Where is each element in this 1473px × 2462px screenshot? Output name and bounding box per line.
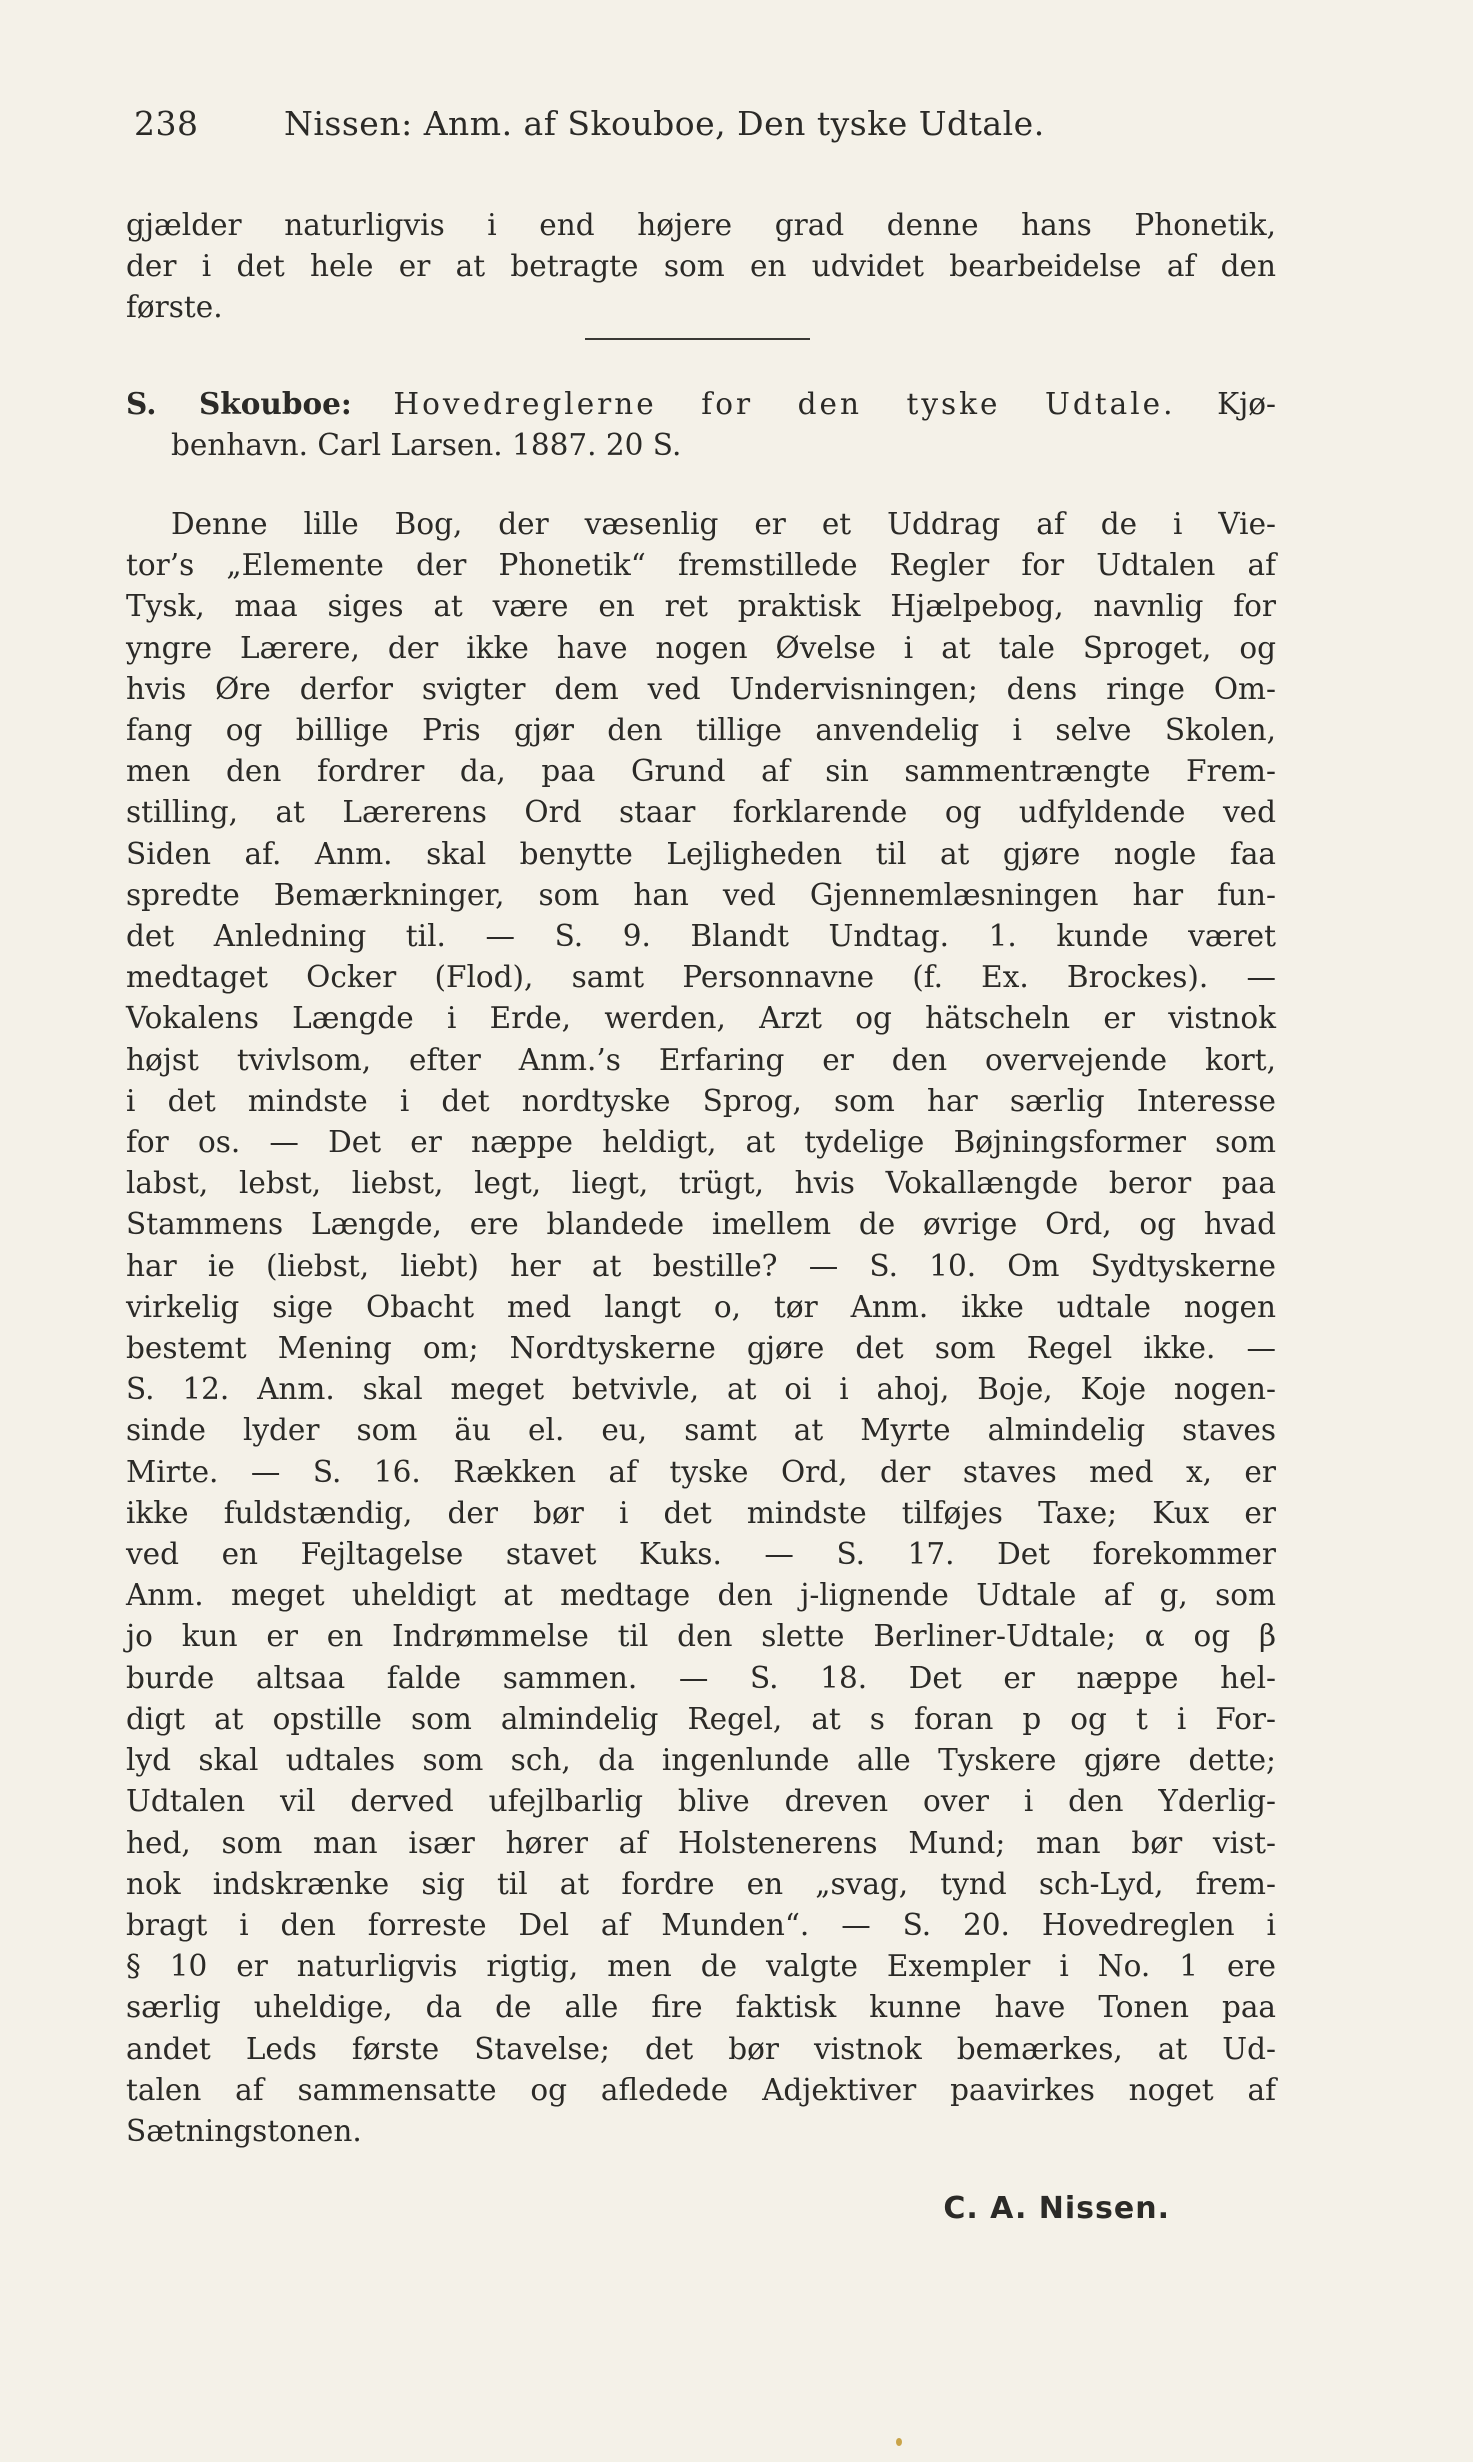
page-number: 238: [134, 104, 199, 143]
text-line: spredte Bemærkninger, som han ved Gjennemlæsningen har fun-: [126, 877, 1276, 912]
text-line: fang og billige Pris gjør den tillige anvendelig i selve Skolen,: [126, 713, 1276, 748]
text-line: Stammens Længde, ere blandede imellem de øvrige Ord, og hvad: [126, 1207, 1276, 1242]
text-line: virkelig sige Obacht med langt o, tør Anm. ikke udtale nogen: [126, 1289, 1276, 1324]
text-line: digt at opstille som almindelig Regel, at s foran p og t i For-: [126, 1701, 1276, 1736]
text-line: Anm. meget uheldigt at medtage den j-lignende Udtale af g, som: [126, 1578, 1276, 1613]
text-line: Tysk, maa siges at være en ret praktisk Hjælpebog, navnlig for: [126, 589, 1276, 624]
review-title: Hovedreglerne for den tyske Udtale.: [393, 387, 1176, 421]
text-line: Mirte. — S. 16. Rækken af tyske Ord, der staves med x, er: [126, 1454, 1276, 1489]
section-divider: [585, 338, 810, 340]
text-line: Sætningstonen.: [126, 2113, 362, 2148]
text-line: for os. — Det er næppe heldigt, at tydelige Bøjningsformer som: [126, 1125, 1276, 1160]
text-line: ved en Fejltagelse stavet Kuks. — S. 17. Det forekommer: [126, 1537, 1276, 1572]
text-line: har ie (liebst, liebt) her at bestille? — S. 10. Om Sydtyskerne: [126, 1248, 1276, 1283]
text-line: hvis Øre derfor svigter dem ved Undervisningen; dens ringe Om-: [126, 671, 1276, 706]
text-line: højst tvivlsom, efter Anm.’s Erfaring er den overvejende kort,: [126, 1042, 1276, 1077]
text-line: § 10 er naturligvis rigtig, men de valgte Exempler i No. 1 ere: [126, 1949, 1276, 1984]
review-place-part: Kjø-: [1217, 387, 1276, 421]
review-heading-line: [126, 383, 1276, 425]
text-line: jo kun er en Indrømmelse til den slette Berliner-Udtale; α og β: [126, 1619, 1276, 1654]
text-line: Denne lille Bog, der væsenlig er et Uddrag af de i Vie-: [171, 507, 1276, 541]
text-line: nok indskrænke sig til at fordre en „svag, tynd sch-Lyd, frem-: [126, 1866, 1276, 1901]
text-line: lyd skal udtales som sch, da ingenlunde alle Tyskere gjøre dette;: [126, 1743, 1276, 1778]
text-line: talen af sammensatte og afledede Adjektiver paavirkes noget af: [126, 2072, 1276, 2107]
text-line: der i det hele er at betragte som en udvidet bearbeidelse af den: [126, 249, 1276, 284]
review-author: S. Skouboe:: [126, 386, 352, 421]
text-line: i det mindste i det nordtyske Sprog, som har særlig Interesse: [126, 1083, 1276, 1118]
text-line: bestemt Mening om; Nordtyskerne gjøre det som Regel ikke. —: [126, 1331, 1276, 1366]
text-line: tor’s „Elemente der Phonetik“ fremstillede Regler for Udtalen af: [126, 548, 1276, 583]
text-line: andet Leds første Stavelse; det bør vistnok bemærkes, at Ud-: [126, 2031, 1276, 2066]
running-title: Nissen: Anm. af Skouboe, Den tyske Udtale.: [284, 104, 1045, 143]
text-line: burde altsaa falde sammen. — S. 18. Det er næppe hel-: [126, 1660, 1276, 1695]
text-line: yngre Lærere, der ikke have nogen Øvelse i at tale Sproget, og: [126, 630, 1276, 665]
text-line: Vokalens Længde i Erde, werden, Arzt og hätscheln er vistnok: [126, 1001, 1276, 1036]
text-line: ikke fuldstændig, der bør i det mindste tilføjes Taxe; Kux er: [126, 1495, 1276, 1530]
text-line: første.: [126, 290, 223, 325]
text-line: hed, som man især hører af Holstenerens Mund; man bør vist-: [126, 1825, 1276, 1860]
text-line: stilling, at Lærerens Ord staar forklarende og udfyldende ved: [126, 795, 1276, 830]
review-heading: [126, 383, 1276, 466]
signature: C. A. Nissen.: [943, 2191, 1170, 2226]
paragraph-continuation: [126, 205, 1276, 329]
text-line: sinde lyder som äu el. eu, samt at Myrte almindelig staves: [126, 1413, 1276, 1448]
text-line: Udtalen vil derved ufejlbarlig blive dreven over i den Yderlig-: [126, 1784, 1276, 1819]
text-line: bragt i den forreste Del af Munden“. — S. 20. Hovedreglen i: [126, 1907, 1276, 1942]
text-line: Siden af. Anm. skal benytte Lejligheden til at gjøre nogle faa: [126, 836, 1276, 871]
text-line: særlig uheldige, da de alle fire faktisk kunne have Tonen paa: [126, 1990, 1276, 2025]
text-line: medtaget Ocker (Flod), samt Personnavne (f. Ex. Brockes). —: [126, 960, 1276, 995]
review-publication: benhavn. Carl Larsen. 1887. 20 S.: [171, 428, 682, 463]
review-body: [126, 504, 1276, 2152]
text-line: det Anledning til. — S. 9. Blandt Undtag. 1. kunde været: [126, 919, 1276, 954]
text-line: labst, lebst, liebst, legt, liegt, trügt, hvis Vokallængde beror paa: [126, 1166, 1276, 1201]
text-line: men den fordrer da, paa Grund af sin sammentrængte Frem-: [126, 754, 1276, 789]
paper-spot: [896, 2438, 902, 2446]
text-line: gjælder naturligvis i end højere grad denne hans Phonetik,: [126, 208, 1276, 242]
running-header: [134, 104, 1274, 143]
text-line: S. 12. Anm. skal meget betvivle, at oi i ahoj, Boje, Koje nogen-: [126, 1372, 1276, 1407]
